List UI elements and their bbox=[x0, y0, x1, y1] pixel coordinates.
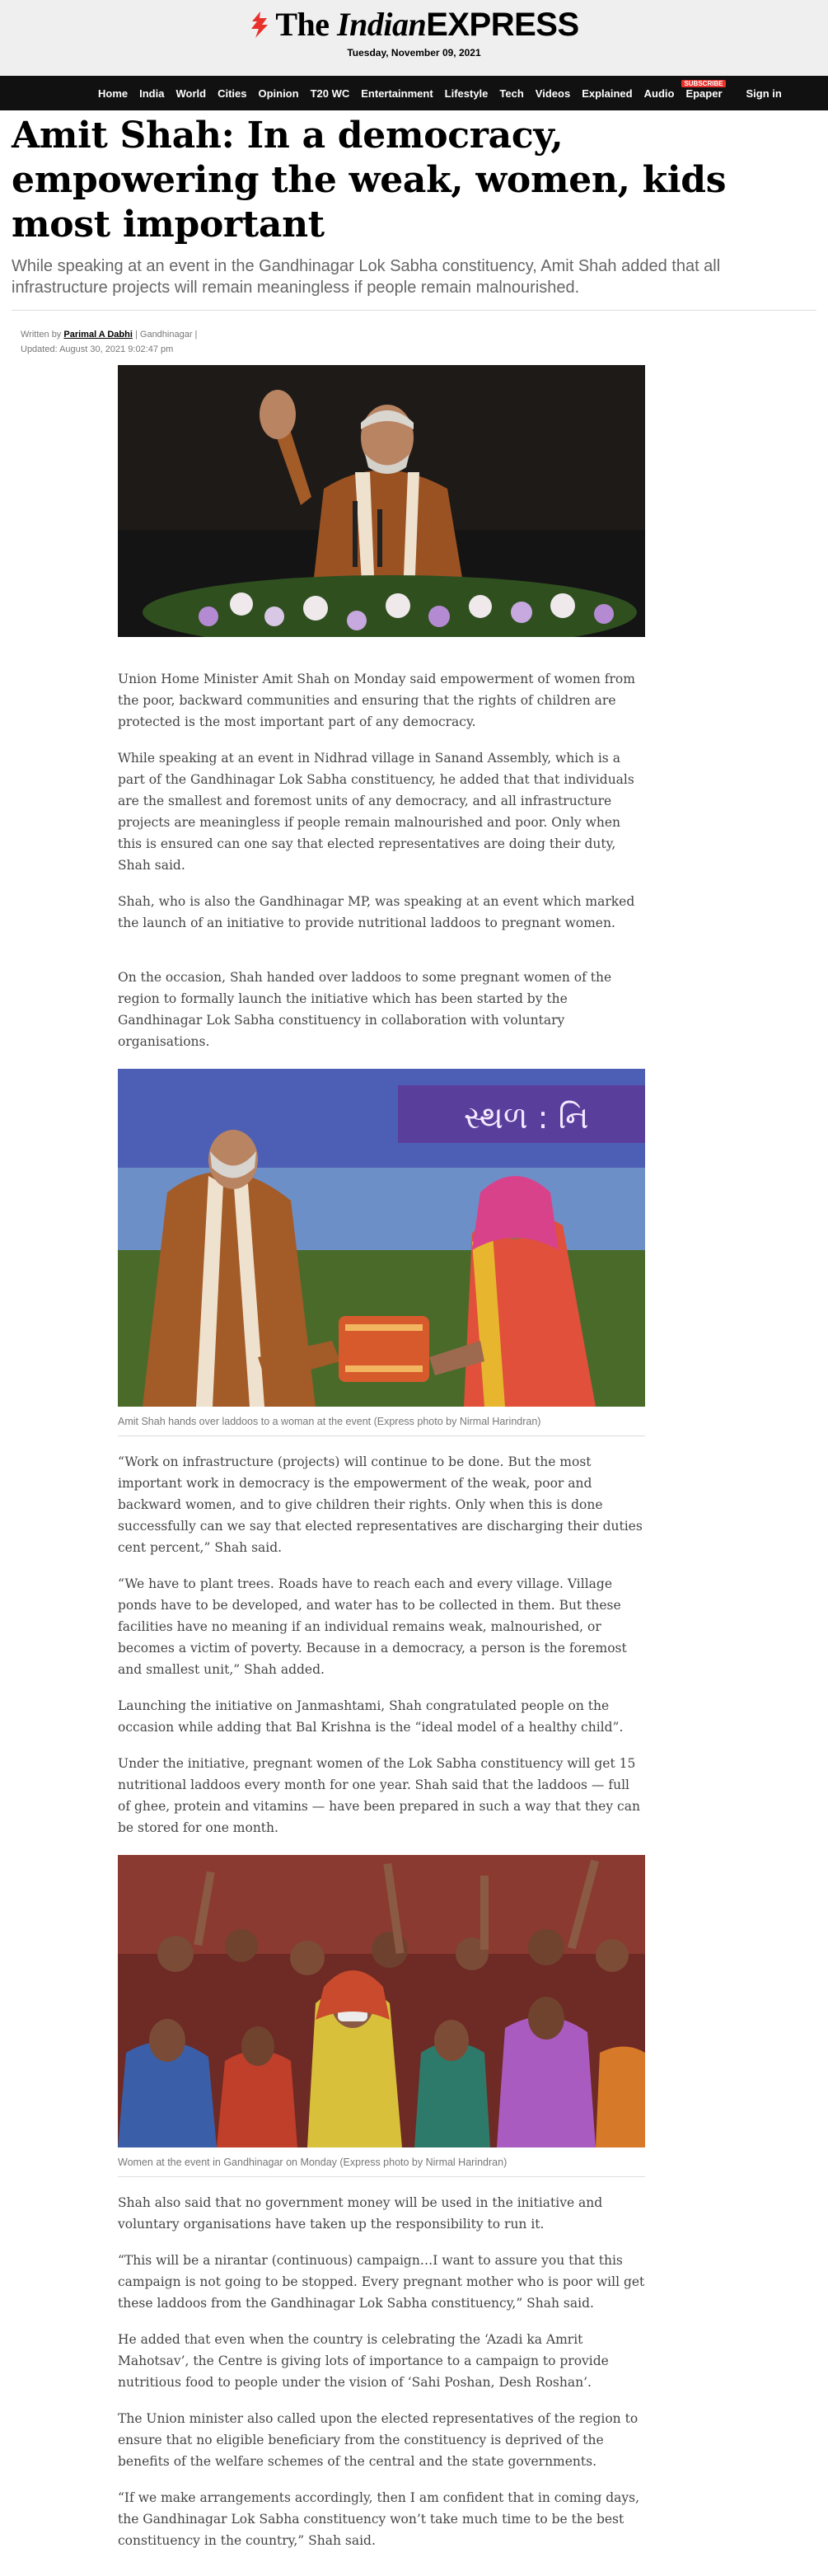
article-paragraph: “We have to plant trees. Roads have to reach each and every village. Village ponds have to be developed, and water has to be collected in them. But these facilities have no meaning if an individual remains weak, malnourished, or becomes a victim of poverty. Because in a democracy, a person is the foremost and smallest unit,” Shah added. bbox=[118, 1576, 627, 1677]
image-caption: Women at the event in Gandhinagar on Monday (Express photo by Nirmal Harindran) bbox=[118, 2147, 645, 2177]
nav-item-epaper[interactable] bbox=[680, 79, 740, 100]
article-paragraph: Shah, who is also the Gandhinagar MP, was speaking at an event which marked the launch of an initiative to provide nutritional laddoos to pregnant women. bbox=[118, 894, 635, 930]
nav-item-tech[interactable]: Tech bbox=[499, 87, 524, 100]
epaper-label: Epaper bbox=[685, 87, 723, 100]
article-paragraph: Launching the initiative on Janmashtami, Shah congratulated people on the occasion while adding that Bal Krishna is the “ideal model of a healthy child”. bbox=[118, 1698, 624, 1735]
site-name-indian: Indian bbox=[337, 6, 427, 43]
nav-item-cities[interactable]: Cities bbox=[218, 87, 247, 100]
bottom-spacer bbox=[118, 2551, 645, 2576]
nav-item-explained[interactable]: Explained bbox=[582, 87, 633, 100]
lead-image bbox=[118, 365, 645, 637]
nav-item-lifestyle[interactable]: Lifestyle bbox=[444, 87, 489, 100]
article-paragraph: On the occasion, Shah handed over laddoos to some pregnant women of the region to formally launch the initiative which has been started by the Gandhinagar Lok Sabha constituency in collaboration with voluntary organisations. bbox=[118, 970, 612, 1049]
nav-item-opinion[interactable]: Opinion bbox=[258, 87, 299, 100]
site-name-prefix: The bbox=[275, 6, 338, 43]
main-nav bbox=[0, 76, 828, 110]
nav-item-t20wc[interactable]: T20 WC bbox=[310, 87, 350, 100]
article-paragraph: “Work on infrastructure (projects) will continue to be done. But the most important work in democracy is the empowerment of the weak, poor and backward women, and to give children their rights. Only when this is done successfully can we say that elected representatives are discharging their duties cent percent,” Shah said. bbox=[118, 1454, 643, 1555]
nav-item-home[interactable]: Home bbox=[98, 87, 129, 100]
indian-express-logo-icon bbox=[249, 11, 270, 39]
lead-photo bbox=[118, 365, 645, 637]
author-link[interactable]: Parimal A Dabhi bbox=[63, 330, 133, 340]
article-paragraph: “This will be a nirantar (continuous) campaign…I want to assure you that this campaign is not going to be stopped. Every pregnant mother who is poor will get these laddoos from the Gandhinagar Lok Sabha constituency,” Shah said. bbox=[118, 2253, 645, 2311]
nav-item-india[interactable]: India bbox=[139, 87, 165, 100]
article-paragraph: Under the initiative, pregnant women of the Lok Sabha constituency will get 15 nutritional laddoos every month for one year. Shah said that the laddoos — full of ghee, protein and vitamins — have been prepared in such a way that they can be stored for one month. bbox=[118, 1756, 640, 1835]
masthead bbox=[0, 0, 828, 76]
nav-item-audio[interactable]: Audio bbox=[643, 87, 675, 100]
article-figure-2 bbox=[118, 1855, 645, 2177]
nav-item-entertainment[interactable]: Entertainment bbox=[361, 87, 433, 100]
byline-location: | Gandhinagar | bbox=[132, 330, 198, 340]
article-paragraph: Union Home Minister Amit Shah on Monday said empowerment of women from the poor, backward communities and ensuring that the rights of children are protected is the most important part of any democracy. bbox=[118, 672, 635, 729]
site-logo[interactable] bbox=[249, 5, 578, 44]
sign-in-link[interactable]: Sign in bbox=[746, 87, 782, 100]
article-paragraph: While speaking at an event in Nidhrad village in Sanand Assembly, which is a part of the Gandhinagar Lok Sabha constituency, he added that that individuals are the smallest and foremost units of any democracy, and all infrastructure projects are meaningless if people remain malnourished and poor. Only when this is ensured can one say that elected representatives are doing their duty, Shah said. bbox=[118, 751, 634, 873]
byline bbox=[0, 311, 828, 357]
svg-text:સ્થળ : નિ: સ્થળ : નિ bbox=[464, 1099, 589, 1136]
updated-timestamp: Updated: August 30, 2021 9:02:47 pm bbox=[21, 344, 174, 354]
site-name bbox=[275, 5, 578, 44]
article-subhead: While speaking at an event in the Gandhinagar Lok Sabha constituency, Amit Shah added that all infrastructure projects will remain meaningless if people remain malnourished. bbox=[12, 257, 721, 297]
image-caption: Amit Shah hands over laddoos to a woman at the event (Express photo by Nirmal Harindran) bbox=[118, 1407, 645, 1436]
laddoo-handover-photo bbox=[118, 1069, 645, 1407]
article-figure-1 bbox=[118, 1069, 645, 1436]
article-paragraph: Shah also said that no government money will be used in the initiative and voluntary organisations have taken up the responsibility to run it. bbox=[118, 2195, 603, 2232]
article-paragraph: He added that even when the country is celebrating the ‘Azadi ka Amrit Mahotsav’, the Centre is giving lots of importance to a campaign to provide nutritious food to people under the vision of ‘Sahi Poshan, Desh Roshan’. bbox=[118, 2332, 609, 2390]
subscribe-badge[interactable]: SUBSCRIBE bbox=[681, 80, 725, 87]
nav-item-videos[interactable]: Videos bbox=[535, 87, 571, 100]
article-paragraph: The Union minister also called upon the elected representatives of the region to ensure that no eligible beneficiary from the constituency is deprived of the benefits of the welfare schemes of the central and the state governments. bbox=[118, 2411, 639, 2469]
women-event-photo bbox=[118, 1855, 645, 2147]
article-body bbox=[118, 365, 645, 2576]
article-paragraph: “If we make arrangements accordingly, then I am confident that in coming days, the Gandhinagar Lok Sabha constituency won’t take much time to be the best constituency in the country,” Shah said. bbox=[118, 2490, 640, 2548]
byline-prefix: Written by bbox=[21, 330, 64, 340]
masthead-date: Tuesday, November 09, 2021 bbox=[347, 47, 481, 59]
site-name-express: EXPRESS bbox=[426, 7, 579, 43]
article-headline: Amit Shah: In a democracy, empowering the weak, women, kids most important bbox=[12, 115, 727, 246]
nav-item-world[interactable]: World bbox=[175, 87, 207, 100]
